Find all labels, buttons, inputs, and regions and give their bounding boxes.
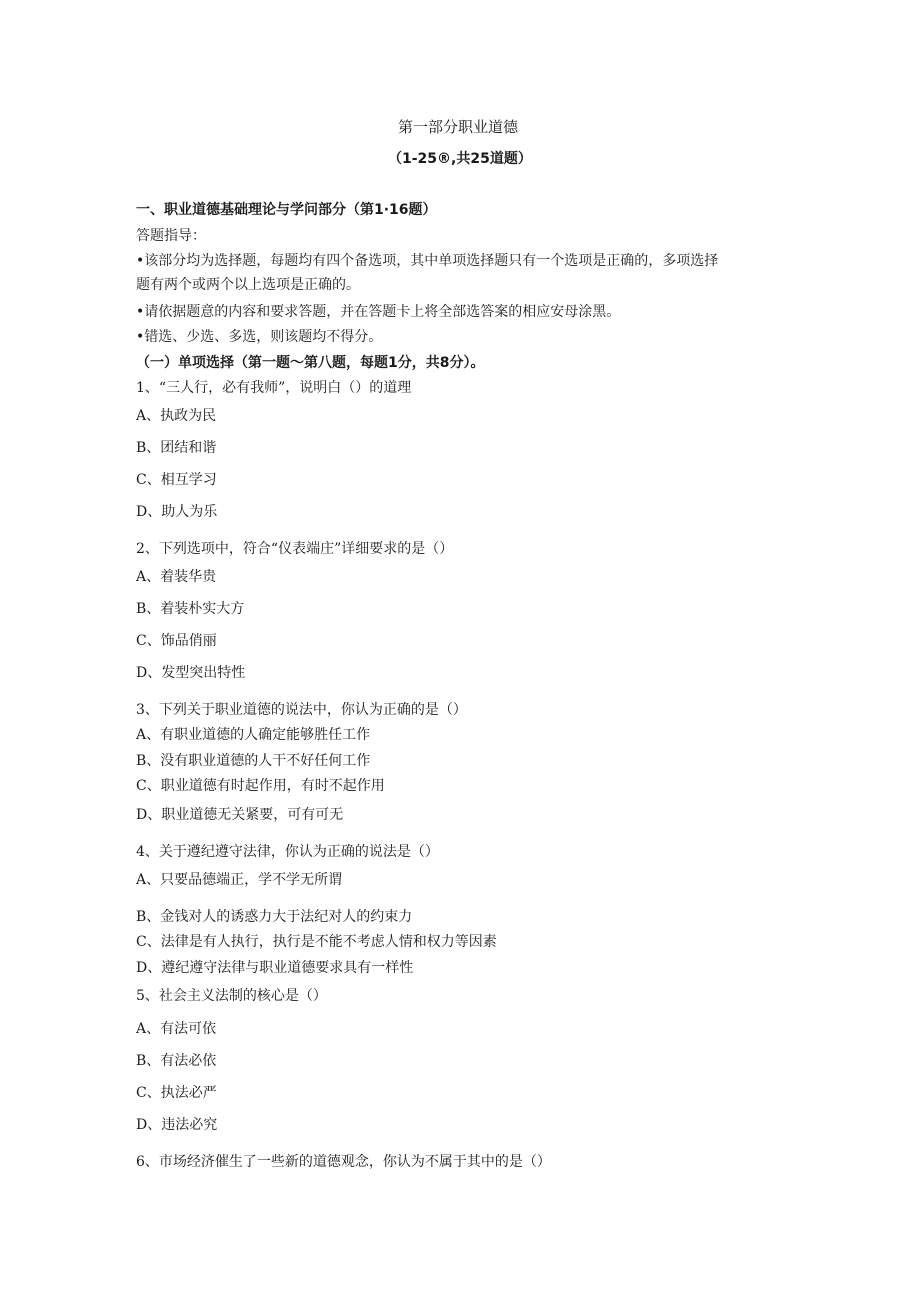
question-option: D、发型突出特性 — [136, 665, 246, 681]
guide-line: •该部分均为选择题，每题均有四个备选项，其中单项选择题只有一个选项是正确的，多项选择 — [136, 253, 719, 269]
question-option: B、着装朴实大方 — [136, 601, 245, 617]
guide-line: •错选、少选、多选，则该题均不得分。 — [136, 329, 383, 345]
question-stem: 6、市场经济催生了一些新的道德观念，你认为不属于其中的是（） — [136, 1154, 551, 1170]
question-option: D、遵纪遵守法律与职业道德要求具有一样性 — [136, 960, 414, 976]
guide-line: 题有两个或两个以上选项是正确的。 — [136, 277, 360, 293]
question-option: D、违法必究 — [136, 1117, 218, 1133]
question-stem: 5、社会主义法制的核心是（） — [136, 988, 327, 1004]
question-stem: 2、下列选项中，符合“仪表端庄”详细要求的是（） — [136, 541, 454, 557]
question-option: D、职业道德无关紧要，可有可无 — [136, 807, 344, 823]
question-option: C、法律是有人执行，执行是不能不考虑人情和权力等因素 — [136, 934, 497, 950]
question-option: C、饰品俏丽 — [136, 633, 217, 649]
question-stem: 1、“三人行，必有我师”，说明白（）的道理 — [136, 380, 412, 396]
question-option: C、执法必严 — [136, 1085, 217, 1101]
question-option: D、助人为乐 — [136, 504, 218, 520]
question-option: B、金钱对人的诱惑力大于法纪对人的约束力 — [136, 909, 413, 925]
question-stem: 3、下列关于职业道德的说法中，你认为正确的是（） — [136, 702, 467, 718]
question-option: C、职业道德有时起作用，有时不起作用 — [136, 778, 385, 794]
guide-label: 答题指导： — [136, 228, 206, 244]
page-title: 第一部分职业道德 — [398, 118, 519, 136]
question-option: A、只要品德端正，学不学无所谓 — [136, 872, 343, 888]
question-option: C、相互学习 — [136, 472, 217, 488]
question-option: B、团结和谐 — [136, 440, 217, 456]
page-subtitle: （1-25®,共25道题） — [388, 151, 532, 167]
guide-line: •请依据题意的内容和要求答题，并在答题卡上将全部选答案的相应安母涂黑。 — [136, 304, 621, 320]
question-option: B、有法必依 — [136, 1053, 217, 1069]
question-stem: 4、关于遵纪遵守法律，你认为正确的说法是（） — [136, 844, 439, 860]
part-heading: （一）单项选择（第一题〜第八题，每题1分，共8分）。 — [136, 355, 485, 371]
question-option: A、有法可依 — [136, 1021, 217, 1037]
question-option: A、着装华贵 — [136, 569, 217, 585]
question-option: A、有职业道德的人确定能够胜任工作 — [136, 727, 371, 743]
question-option: A、执政为民 — [136, 408, 217, 424]
question-option: B、没有职业道德的人干不好任何工作 — [136, 753, 371, 769]
section-heading: 一、职业道德基础理论与学问部分（第1·16题） — [136, 202, 437, 218]
